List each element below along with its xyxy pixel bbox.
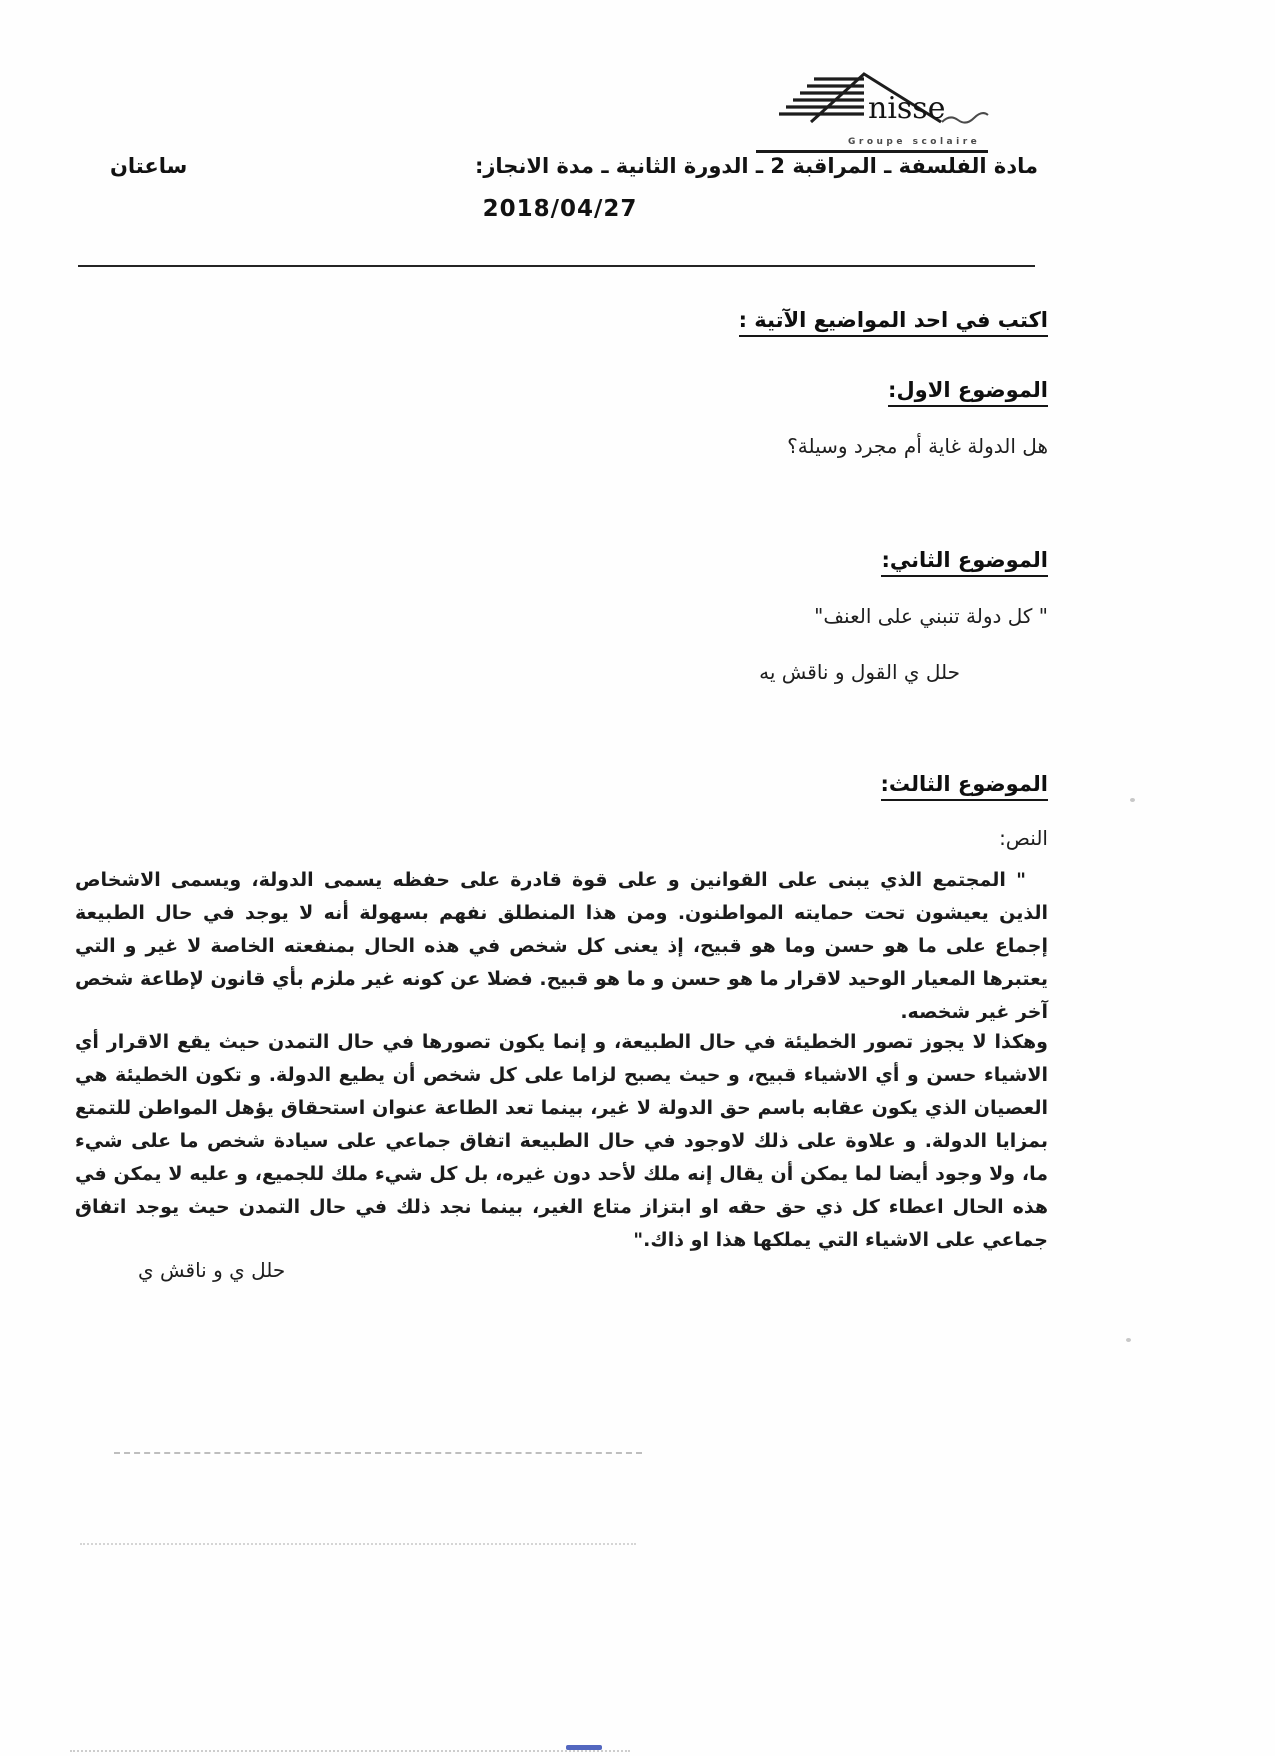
scan-dotted-line: [80, 1543, 636, 1545]
scan-dashed-line: [114, 1452, 642, 1454]
text-paragraph-2: وهكذا لا يجوز تصور الخطيئة في حال الطبيعة، و إنما يكون تصورها في حال التمدن حيث يقع الاقرار أي الاشياء حسن و أي الاشياء قبيح، و حيث يصبح لزاما على كل شخص أن يطيع الدولة. و تكون الخطيئة هي العصيان الذي يكون عقابه باسم حق الدولة لا غير، بينما تعد الطاعة عنوان استحقاق يؤهل المواطن للتمتع بمزايا الدولة. و علاوة على ذلك لاوجود في حال الطبيعة اتفاق جماعي على سيادة شخص ما على شيء ما، ولا وجود أيضا لما يمكن أن يقال إنه ملك لأحد دون غيره، بل كل شيء ملك للجميع، و عليه لا يمكن في هذه الحال اعطاء كل ذي حق حقه او ابتزاز متاع الغير، بينما نجد ذلك في حال التمدن حيث يوجد اتفاق جماعي على الاشياء التي يملكها هذا او ذاك.": [75, 1031, 1048, 1251]
blue-pen-mark: [566, 1745, 602, 1750]
topic2-heading: [881, 548, 1048, 577]
exam-course-line: مادة الفلسفة ـ المراقبة 2 ـ الدورة الثانية ـ مدة الانجاز:: [474, 154, 1038, 178]
logo-underline: [756, 150, 988, 153]
topic2-heading-text: الموضوع الثاني:: [881, 548, 1048, 577]
exam-duration: ساعتان: [110, 154, 188, 178]
topic2-task: حلل ي القول و ناقش يه: [759, 660, 960, 684]
topic3-heading: [881, 772, 1049, 801]
text-paragraph-1: " المجتمع الذي يبنى على القوانين و على قوة قادرة على حفظه يسمى الدولة، ويسمى الاشخاص الذين يعيشون تحت حمايته المواطنون. ومن هذا المنطلق نفهم بسهولة أنه لا يوجد في حال الطبيعة إجماع على ما هو حسن وما هو قبيح، إذ يعنى كل شخص في هذه الحال بمنفعته الخاصة لا غير و التي يعتبرها المعيار الوحيد لاقرار ما هو حسن و ما هو قبيح. فضلا عن كونه غير ملزم بأي قانون لإطاعة شخص آخر غير شخصه.: [75, 869, 1048, 1023]
anisse-logo-graphic: [756, 72, 991, 130]
topic3-heading-text: الموضوع الثالث:: [881, 772, 1049, 801]
logo-subtitle: Groupe scolaire: [848, 137, 981, 147]
topic1-heading-text: الموضوع الاول:: [888, 378, 1048, 407]
instruction-heading: [739, 308, 1048, 337]
exam-header-row: [110, 154, 1038, 178]
topic1-heading: [888, 378, 1048, 407]
header-separator-rule: [78, 265, 1035, 267]
instruction-heading-text: اكتب في احد المواضيع الآتية :: [739, 308, 1048, 337]
topic3-text-label: النص:: [999, 826, 1048, 850]
logo-wordmark: nisse: [868, 91, 946, 126]
topic3-task: حلل ي و ناقش ي: [138, 1258, 286, 1282]
scan-speck: [1126, 1338, 1131, 1342]
scan-speck: [1130, 798, 1135, 802]
exam-date: 2018/04/27: [482, 196, 638, 222]
school-logo: [756, 72, 991, 132]
topic1-question: هل الدولة غاية أم مجرد وسيلة؟: [787, 434, 1048, 458]
topic2-quote: " كل دولة تنبني على العنف": [814, 604, 1048, 628]
scan-bottom-dots: [70, 1750, 630, 1752]
